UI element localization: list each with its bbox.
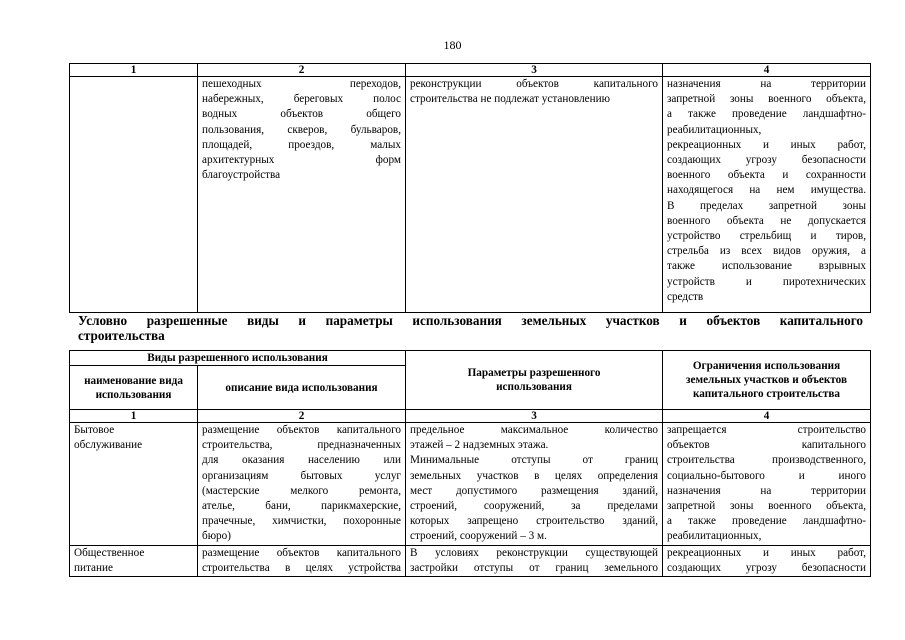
text-line: реабилитационных, [667,123,762,136]
text-line: пешеходных переходов, [202,78,401,90]
text-line: а также проведение ландшафтно- [667,515,867,528]
text-line: социально-бытового и иного [667,469,867,482]
text-line: находящегося на нем имущества. [667,184,866,197]
text-line: прачечные, химчистки, похоронные [202,515,402,528]
text-line: назначения на территории [667,78,866,90]
text-line: которых запрещено строительство зданий, [410,515,659,528]
column-number: 4 [663,64,871,77]
text-line: организациям бытовых услуг [202,469,402,482]
text-line: предельное максимальное количество [410,424,659,436]
text-line: бюро) [202,530,231,543]
header-limits-cell: Ограничения использования земельных участков и объектов капитального строительства [663,351,871,410]
column-number: 2 [198,64,406,77]
description-cell [198,77,406,313]
page-number: 180 [443,38,462,52]
text-line: Минимальные отступы от границ [410,454,659,467]
column-number-row [70,410,871,423]
text-line: создающих угрозу безопасности [667,561,867,574]
section-title-line: строительства [78,328,165,343]
column-number: 2 [198,410,406,423]
table-row [70,77,871,313]
text-line: реабилитационных, [667,530,762,543]
empty-cell [70,77,198,313]
text-line: средств [667,290,704,303]
text-line: ателье, бани, парикмахерские, [202,500,402,513]
text-line: строительства в целях устройства [202,561,402,574]
text-line: размещение объектов капитального [202,546,402,559]
text-line: В условиях реконструкции существующей [410,546,659,559]
header-name-cell: наименование вида использования [70,366,198,410]
description-cell [198,423,406,546]
column-number: 1 [70,410,198,423]
parameters-cell [406,423,663,546]
text-line: строительства не подлежат установлению [410,93,610,106]
text-line: застройки отступы от границ земельного [410,561,659,574]
text-line: размещение объектов капитального [202,424,402,436]
text-line: этажей – 2 надземных этажа. [410,439,549,452]
parameters-cell [406,77,663,313]
text-line: запретной зоны военного объекта, [667,93,866,106]
table-row [70,423,871,546]
text-line: запрещается строительство [667,424,867,436]
header-row [70,351,871,366]
description-cell [198,545,406,576]
header-params-cell: Параметры разрешенного использования [406,351,663,410]
text-line: запретной зоны военного объекта, [667,500,867,513]
text-line: В пределах запретной зоны [667,199,866,212]
text-line: также использование взрывных [667,260,866,273]
table-row [70,545,871,576]
text-line: назначения на территории [667,484,867,497]
column-number: 1 [70,64,198,77]
parameters-cell [406,545,663,576]
text-line: строений, сооружений, за пределами [410,500,659,513]
text-line: создающих угрозу безопасности [667,154,866,167]
restrictions-cell [663,423,871,546]
text-line: военного объекта и сохранности [667,169,866,182]
text-line: строительства производственного, [667,454,867,467]
text-line: стрельба из всех видов оружия, а [667,245,866,258]
text-line: (мастерские мелкого ремонта, [202,484,402,497]
column-number: 4 [663,410,871,423]
text-line: для оказания населению или [202,454,402,467]
header-description-cell: описание вида использования [198,366,406,410]
use-name: Общественное питание [74,546,145,574]
text-line: военного объекта не допускается [667,214,866,227]
restrictions-cell [663,545,871,576]
header-group-cell: Виды разрешенного использования [70,351,406,366]
continuation-table [69,63,871,313]
restrictions-cell [663,77,871,313]
text-line: устройство стрельбищ и тиров, [667,230,866,243]
column-number: 3 [406,64,663,77]
text-line: земельных участков в целях определения [410,469,659,482]
text-line: архитектурных форм [202,154,401,167]
text-line: устройств и пиротехнических [667,275,866,288]
text-line: объектов капитального [667,439,867,452]
text-line: мест допустимого размещения зданий, [410,484,659,497]
text-line: водных объектов общего [202,108,401,121]
text-line: строительства, предназначенных [202,439,402,452]
use-name: Бытовое обслуживание [74,424,143,452]
conditional-uses-table [69,350,871,577]
text-line: строений, сооружений – 3 м. [410,530,547,543]
text-line: благоустройства [202,169,281,182]
section-title [78,313,863,343]
text-line: рекреационных и иных работ, [667,546,867,559]
use-name-cell [70,423,198,546]
column-number: 3 [406,410,663,423]
text-line: набережных, береговых полос [202,93,401,106]
text-line: пользования, скверов, бульваров, [202,123,401,136]
text-line: а также проведение ландшафтно- [667,108,866,121]
column-number-row [70,64,871,77]
text-line: площадей, проездов, малых [202,138,401,151]
text-line: реконструкции объектов капитального [410,78,658,90]
section-title-line: Условно разрешенные виды и параметры использования земельных участков и объектов капитального [78,313,863,328]
use-name-cell [70,545,198,576]
text-line: рекреационных и иных работ, [667,138,866,151]
